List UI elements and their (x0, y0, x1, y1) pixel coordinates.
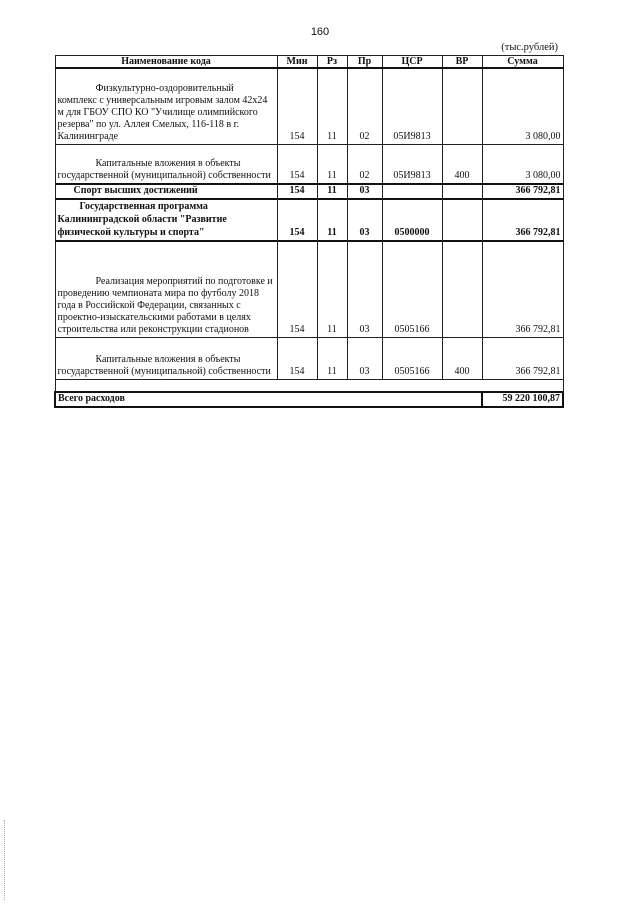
row-sum: 366 792,81 (482, 241, 563, 337)
header-row (55, 56, 563, 69)
table-row (55, 337, 563, 379)
row-vr: 400 (442, 144, 482, 184)
row-name: Физкультурно-оздоровительный комплекс с универсальным игровым залом 42х24 м для ГБОУ СПО КО "Училище олимпийского резерва" по ул. Аллея Смелых, 116-118 в г. Калининграде (55, 68, 277, 144)
row-sum: 366 792,81 (482, 184, 563, 199)
budget-table (54, 55, 564, 408)
header-min: Мин (277, 56, 317, 69)
row-vr: 400 (442, 337, 482, 379)
row-rz: 11 (317, 199, 347, 241)
row-min: 154 (277, 184, 317, 199)
header-sum: Сумма (482, 56, 563, 69)
row-pr: 03 (347, 337, 382, 379)
row-min: 154 (277, 241, 317, 337)
row-sum: 3 080,00 (482, 144, 563, 184)
total-row (55, 392, 563, 407)
table-row (55, 68, 563, 144)
row-sum: 3 080,00 (482, 68, 563, 144)
row-sum: 366 792,81 (482, 199, 563, 241)
row-vr (442, 68, 482, 144)
spacer-cell (55, 379, 563, 392)
row-rz: 11 (317, 184, 347, 199)
table-row (55, 199, 563, 241)
row-min: 154 (277, 199, 317, 241)
row-rz: 11 (317, 68, 347, 144)
row-vr (442, 199, 482, 241)
header-vr: ВР (442, 56, 482, 69)
table-row (55, 184, 563, 199)
row-vr (442, 241, 482, 337)
row-name: Реализация мероприятий по подготовке и проведению чемпионата мира по футболу 2018 года в Российской Федерации, связанных с проектно-изыскательскими работами в целях строительства или реконструкции стадионов (55, 241, 277, 337)
row-csr: 05И9813 (382, 68, 442, 144)
header-csr: ЦСР (382, 56, 442, 69)
total-sum: 59 220 100,87 (482, 392, 563, 407)
row-vr (442, 184, 482, 199)
header-name: Наименование кода (55, 56, 277, 69)
row-pr: 02 (347, 144, 382, 184)
total-label: Всего расходов (55, 392, 482, 407)
row-sum: 366 792,81 (482, 337, 563, 379)
row-csr: 0505166 (382, 241, 442, 337)
row-name: Капитальные вложения в объекты государственной (муниципальной) собственности (55, 144, 277, 184)
table-row (55, 241, 563, 337)
header-rz: Рз (317, 56, 347, 69)
row-pr: 02 (347, 68, 382, 144)
row-rz: 11 (317, 144, 347, 184)
row-name: Капитальные вложения в объекты государственной (муниципальной) собственности (55, 337, 277, 379)
row-pr: 03 (347, 199, 382, 241)
row-pr: 03 (347, 184, 382, 199)
row-min: 154 (277, 144, 317, 184)
page-number: 160 (310, 26, 330, 38)
row-name: Государственная программа Калининградской области "Развитие физической культуры и спорта" (55, 199, 277, 241)
row-csr: 05И9813 (382, 144, 442, 184)
units-label: (тыс.рублей) (501, 42, 558, 53)
row-min: 154 (277, 337, 317, 379)
row-csr: 0500000 (382, 199, 442, 241)
header-pr: Пр (347, 56, 382, 69)
row-min: 154 (277, 68, 317, 144)
row-rz: 11 (317, 241, 347, 337)
table-row (55, 144, 563, 184)
spacer-row (55, 379, 563, 392)
row-name: Спорт высших достижений (55, 184, 277, 199)
row-pr: 03 (347, 241, 382, 337)
row-csr: 0505166 (382, 337, 442, 379)
scan-margin-marks (4, 820, 7, 900)
row-csr (382, 184, 442, 199)
row-rz: 11 (317, 337, 347, 379)
